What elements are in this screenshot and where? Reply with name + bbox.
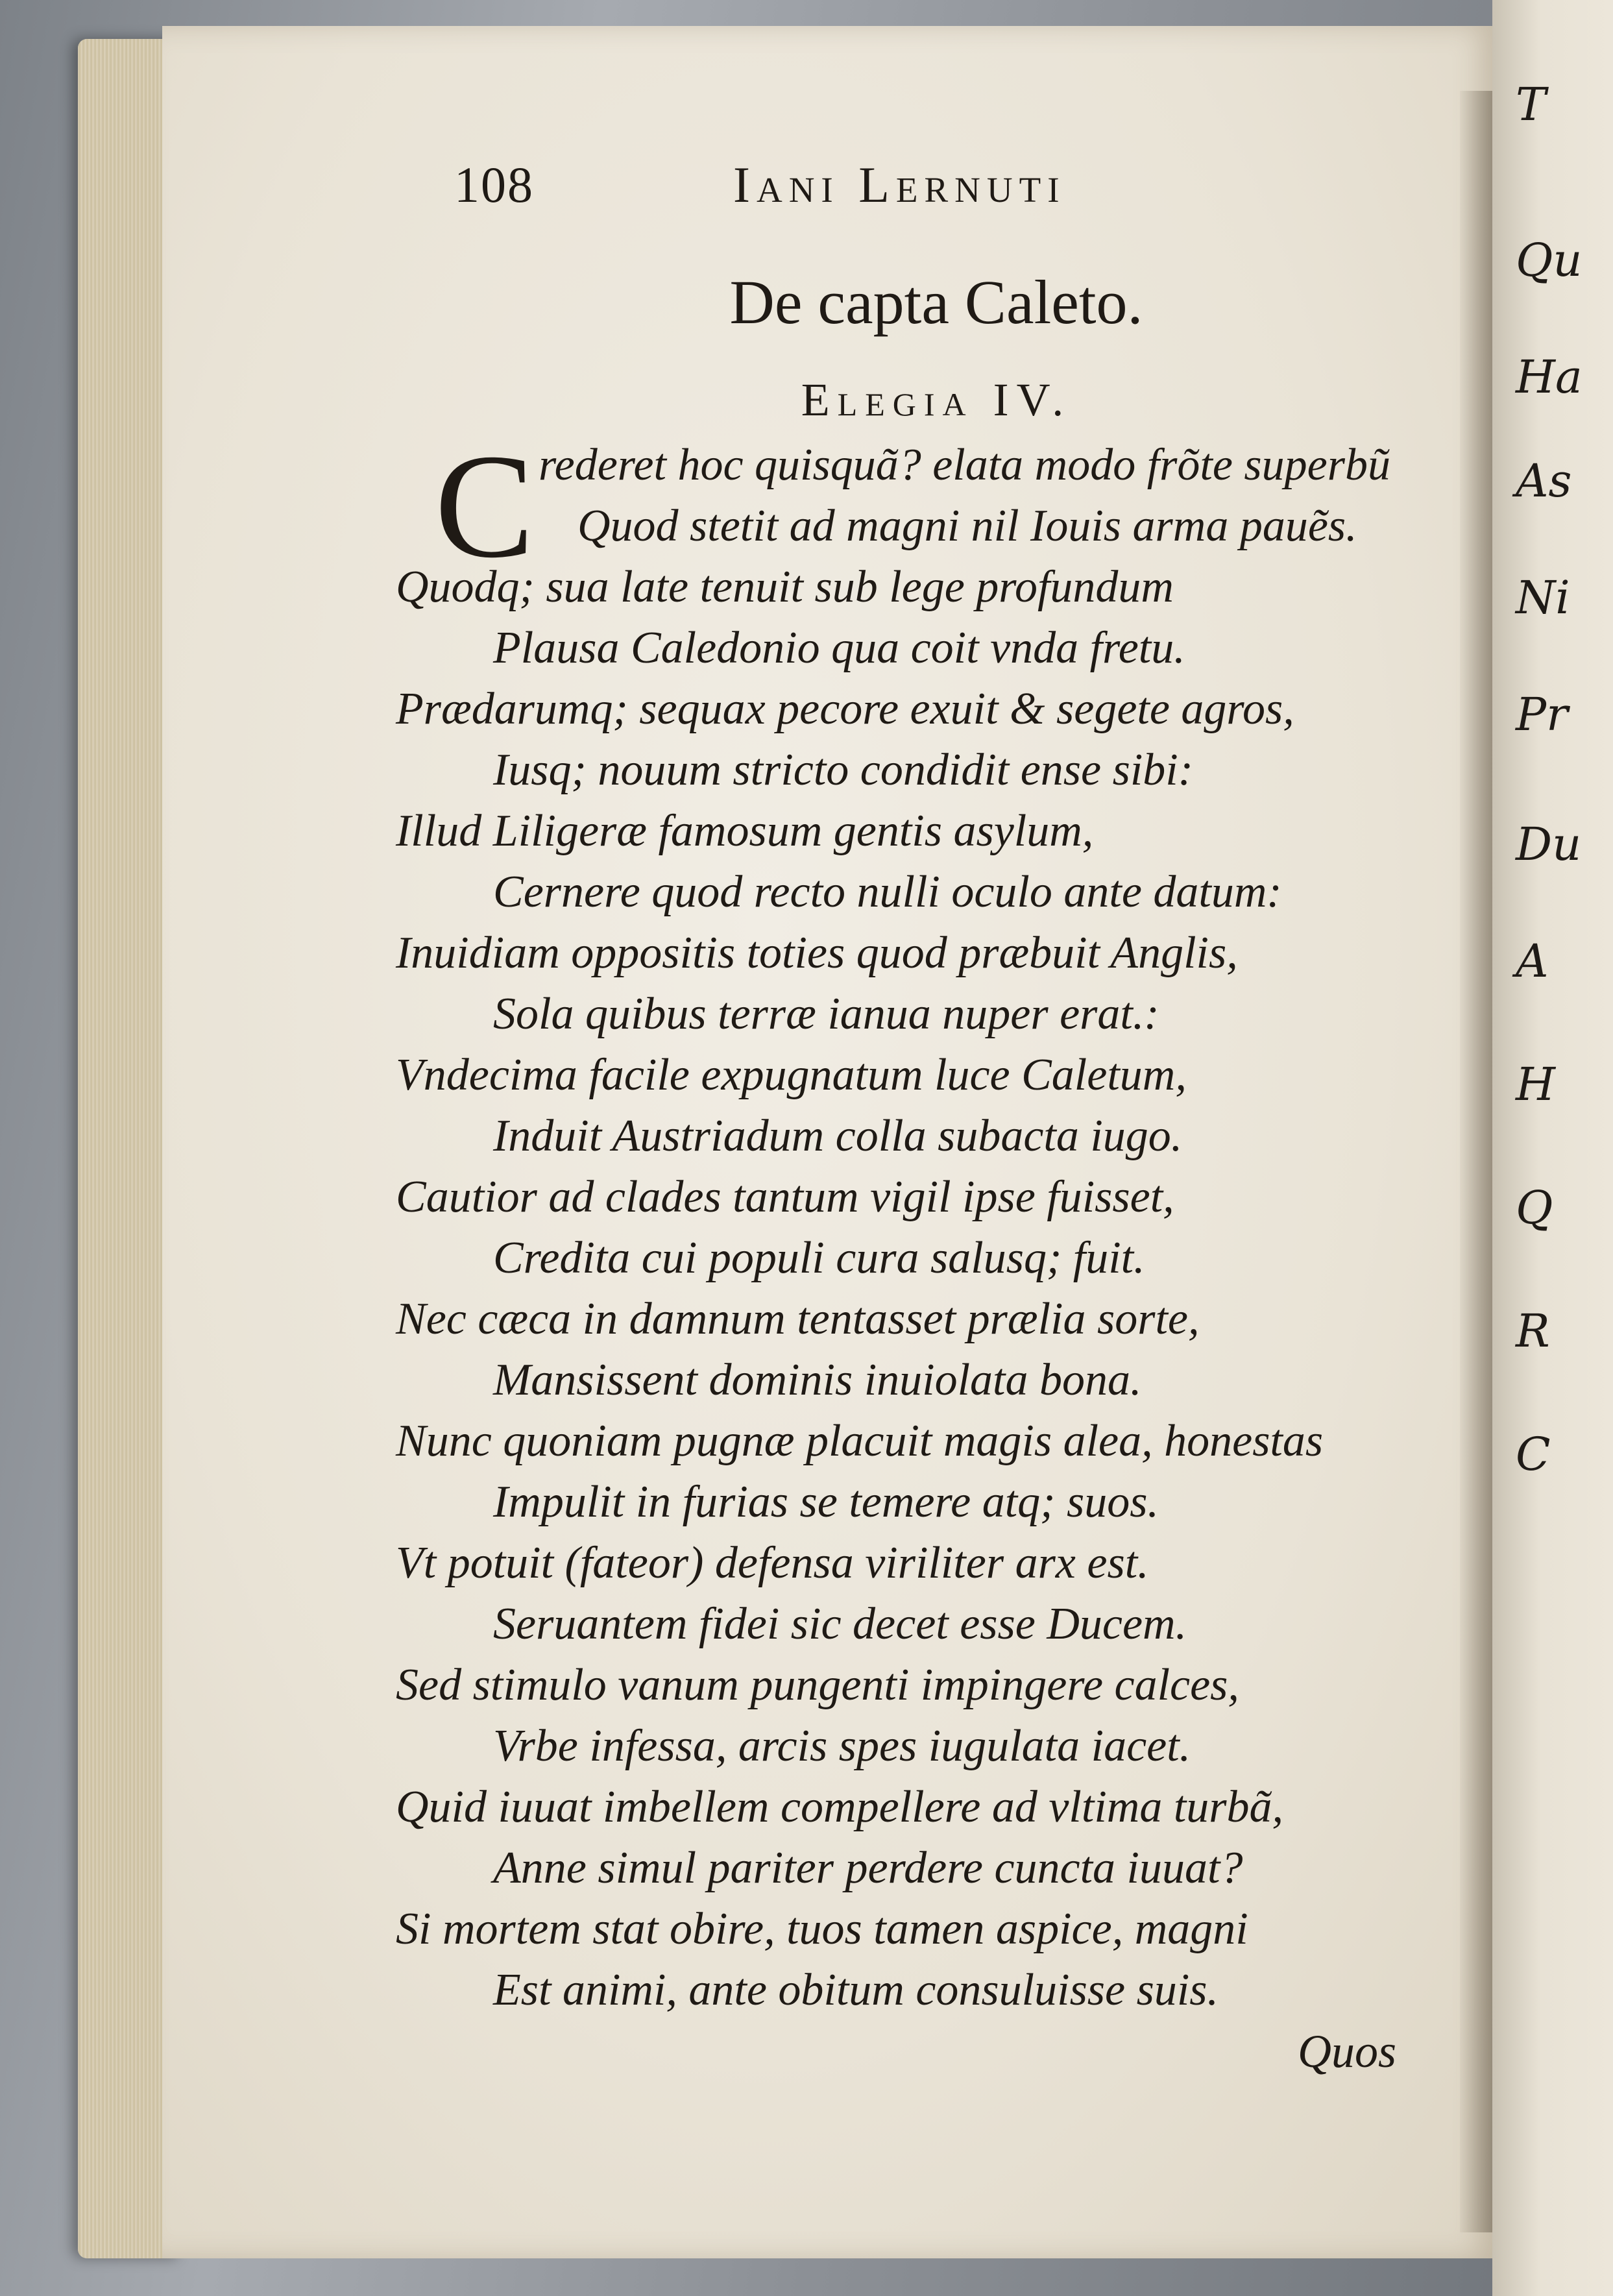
poem-title: De capta Caleto. — [729, 267, 1143, 337]
verse-line: Seruantem fidei sic decet esse Ducem. — [493, 1599, 1187, 1649]
verse-line: Vt potuit (fateor) defensa viriliter arx est. — [396, 1538, 1149, 1588]
verse-line: Plausa Caledonio qua coit vnda fretu. — [493, 623, 1185, 673]
verse-line: Sed stimulo vanum pungenti impingere calces, — [396, 1660, 1239, 1710]
verse-line: Impulit in furias se temere atq; suos. — [493, 1477, 1159, 1527]
verse-line: Quod stetit ad magni nil Iouis arma pauẽs. — [577, 501, 1357, 551]
catchword: Quos — [1298, 2025, 1397, 2077]
verse-line: rederet hoc quisquã? elata modo frõte superbũ — [539, 440, 1390, 490]
verse-line: Credita cui populi cura salusq; fuit. — [493, 1233, 1145, 1283]
facing-page-fragment: H — [1516, 1058, 1556, 1111]
verse-line: Cernere quod recto nulli oculo ante datum: — [493, 867, 1282, 917]
facing-page-fragment: Ni — [1516, 571, 1570, 624]
facing-page-fragment: R — [1516, 1304, 1550, 1358]
verse-line: Quodq; sua late tenuit sub lege profundum — [396, 562, 1174, 612]
facing-page-fragment: T — [1516, 78, 1546, 131]
verse-line: Vrbe infessa, arcis spes iugulata iacet. — [493, 1721, 1191, 1771]
verse-line: Quid iuuat imbellem compellere ad vltima turbã, — [396, 1782, 1284, 1832]
verse-line: Induit Austriadum colla subacta iugo. — [493, 1111, 1183, 1161]
verse-line: Inuidiam oppositis toties quod præbuit Anglis, — [396, 928, 1238, 978]
facing-page-fragment: Qu — [1516, 234, 1583, 287]
verse-line: Nec cæca in damnum tentasset prælia sorte, — [396, 1294, 1200, 1344]
verse-line: Si mortem stat obire, tuos tamen aspice, magni — [396, 1904, 1248, 1954]
page-number: 108 — [454, 156, 534, 213]
verse-line: Mansissent dominis inuiolata bona. — [493, 1355, 1142, 1405]
facing-page-fragment: Pr — [1516, 688, 1568, 741]
verse-line: Anne simul pariter perdere cuncta iuuat? — [493, 1843, 1243, 1893]
verse-line: Est animi, ante obitum consuluisse suis. — [493, 1965, 1219, 2015]
facing-page-fragment: Q — [1516, 1181, 1553, 1234]
running-head: Iani Lernuti — [733, 156, 1066, 213]
verse-line: Cautior ad clades tantum vigil ipse fuisset, — [396, 1172, 1174, 1222]
facing-page-fragment: Du — [1516, 818, 1582, 871]
verse-line: Vndecima facile expugnatum luce Caletum, — [396, 1050, 1187, 1100]
facing-page-fragment: C — [1516, 1428, 1551, 1481]
page-header — [454, 156, 1272, 227]
poem-body — [396, 435, 1447, 2021]
facing-page-fragment: A — [1516, 934, 1549, 988]
drop-cap: C — [435, 423, 535, 589]
poem-subtitle: Elegia IV. — [801, 374, 1072, 426]
facing-page-fragment: Ha — [1516, 350, 1583, 404]
verse-line: Iusq; nouum stricto condidit ense sibi: — [493, 745, 1194, 795]
verse-line: Prædarumq; sequax pecore exuit & segete agros, — [396, 684, 1294, 734]
facing-page-fragment: As — [1516, 454, 1572, 507]
facing-page — [1492, 0, 1613, 2296]
verse-line: Illud Liligeræ famosum gentis asylum, — [396, 806, 1094, 856]
verse-line: Sola quibus terræ ianua nuper erat.: — [493, 989, 1159, 1039]
verse-line: Nunc quoniam pugnæ placuit magis alea, honestas — [396, 1416, 1324, 1466]
